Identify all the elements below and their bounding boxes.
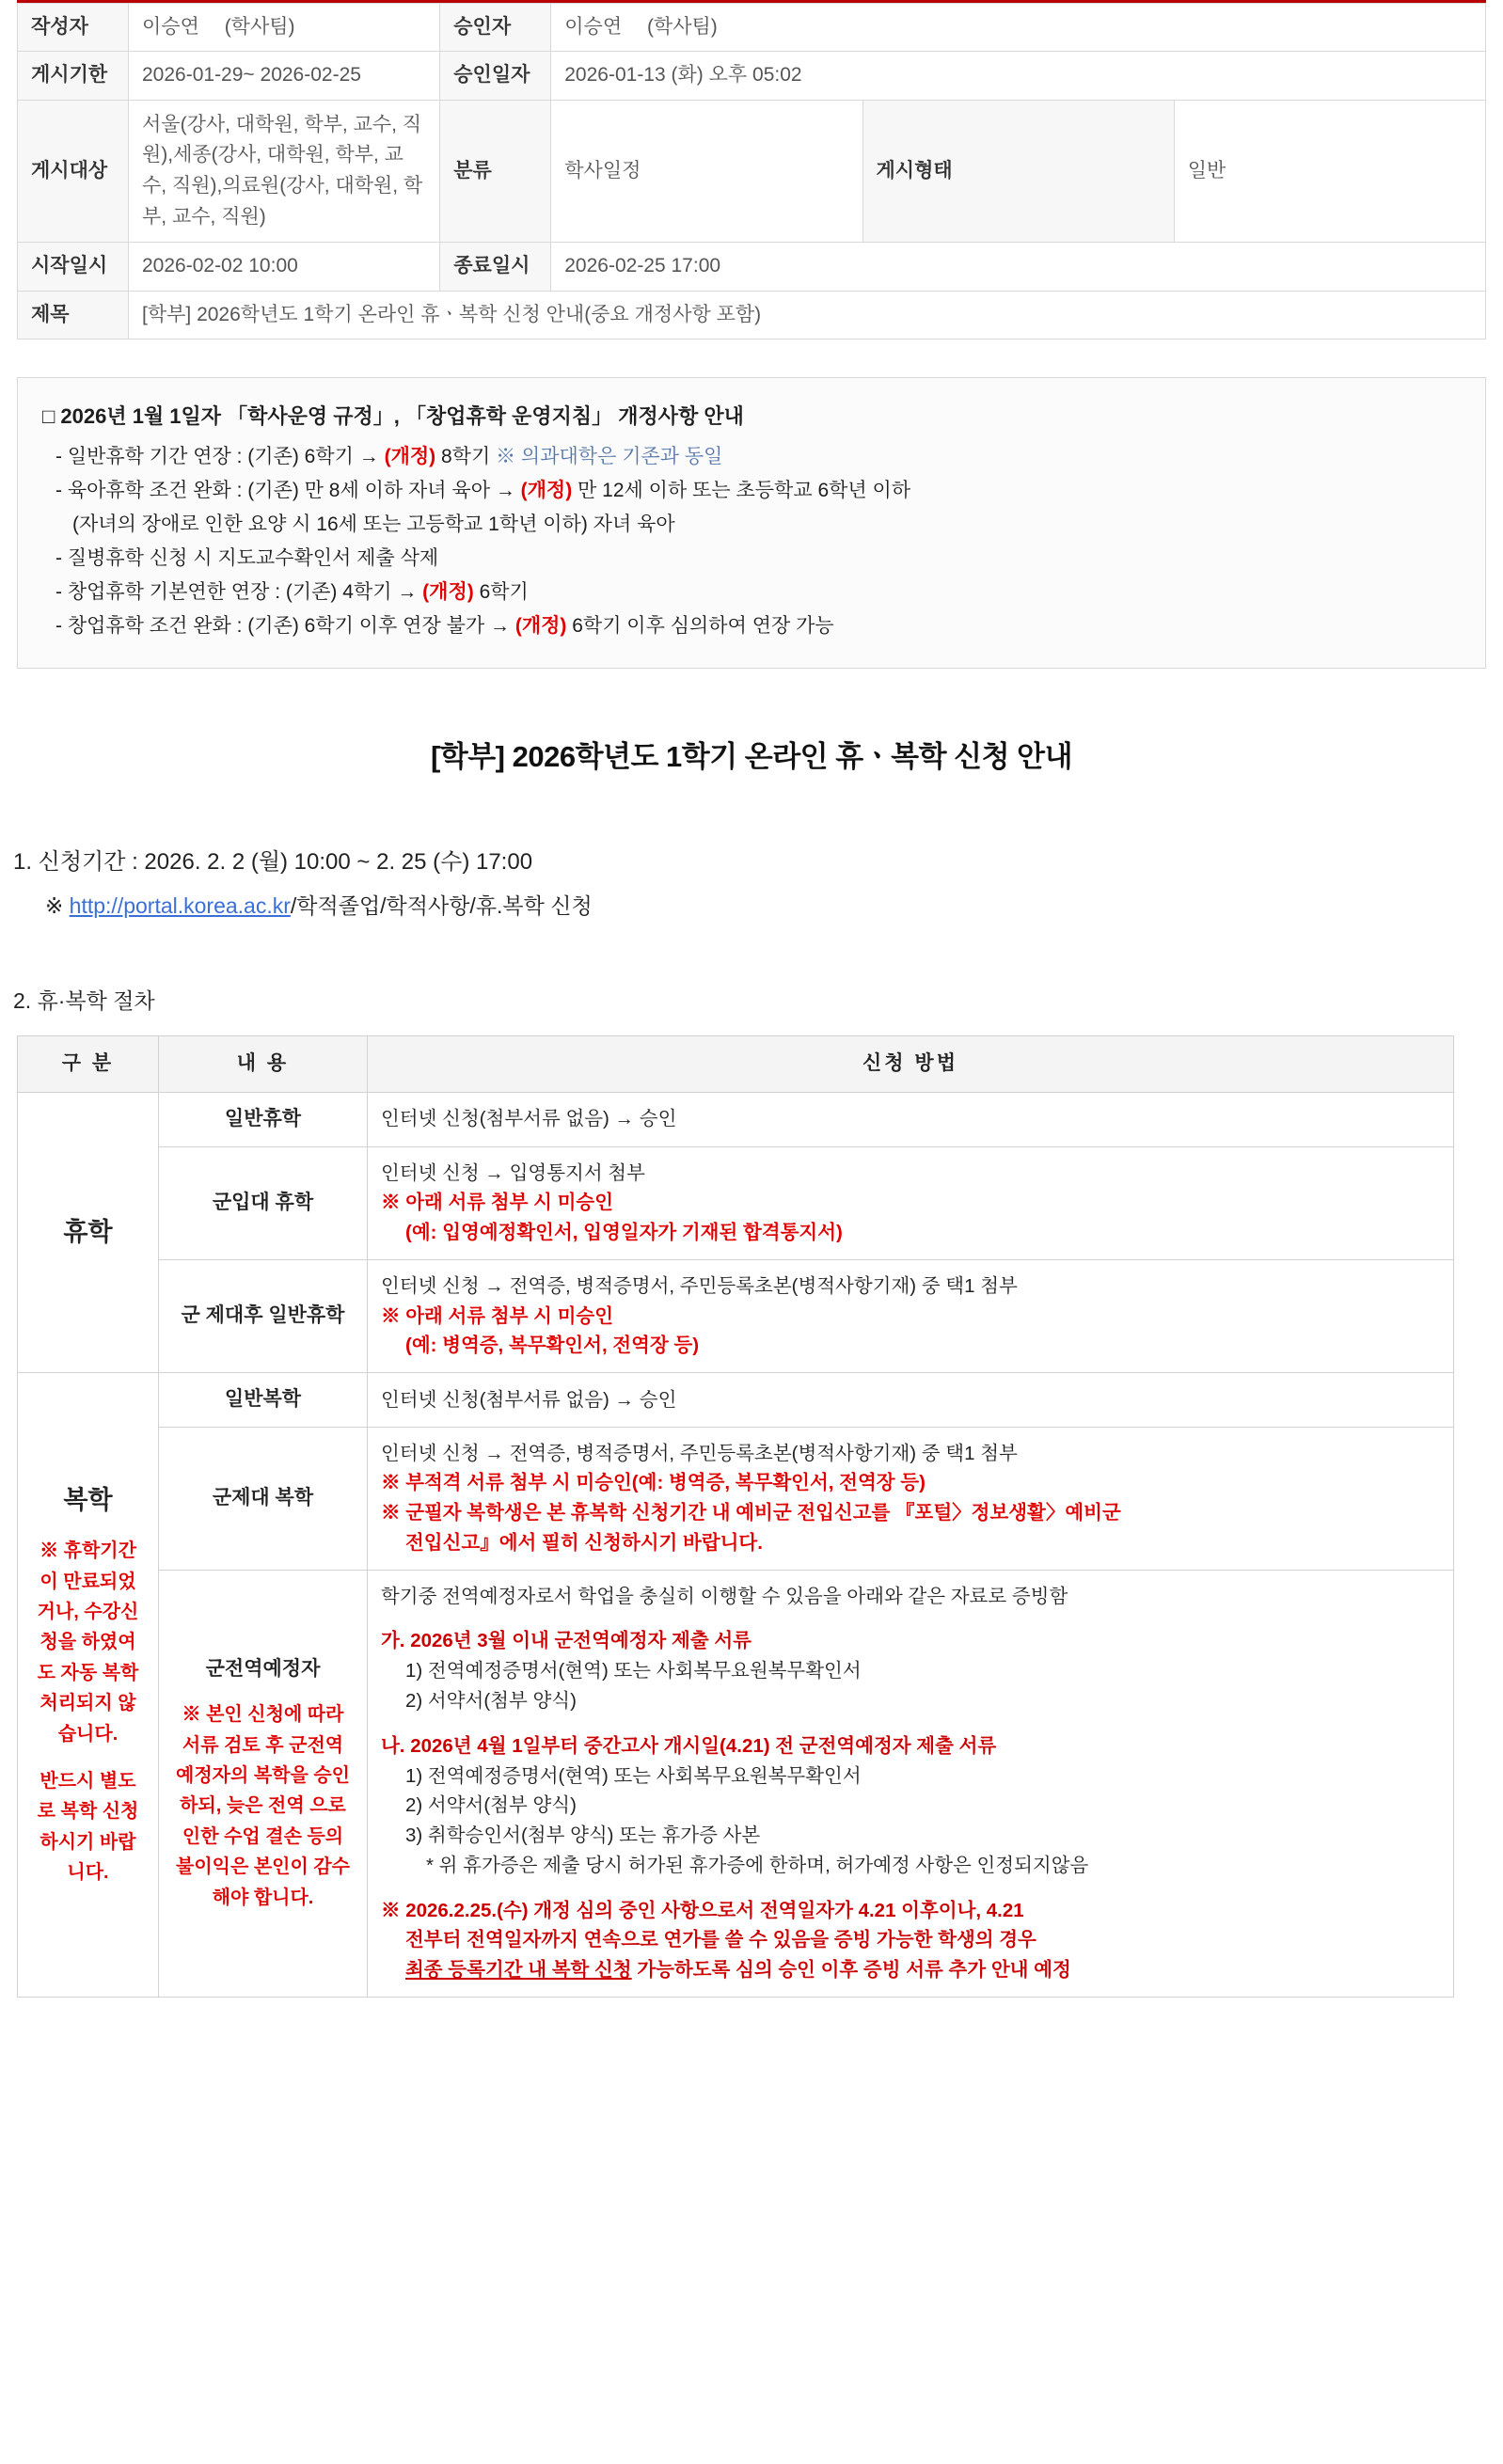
table-header-row: [18, 1036, 1454, 1093]
kind-general-leave: 일반휴학: [159, 1092, 368, 1146]
meta-label-end: 종료일시: [440, 243, 551, 291]
meta-label-approver: 승인자: [440, 4, 551, 52]
method-military-discharge-return: [368, 1427, 1454, 1570]
final-note-line-2: 전부터 전역일자까지 연속으로 연가를 쓸 수 있음을 증빙 가능한 학생의 경우: [405, 1929, 1036, 1951]
method-military-enlist-leave: [368, 1146, 1454, 1259]
notice-meta-table: [17, 3, 1486, 340]
table-row: [18, 1146, 1454, 1259]
procedure-table: [17, 1035, 1454, 1997]
section-na-item-3: 3) 취학승인서(첨부 양식) 또는 휴가증 사본: [405, 1824, 761, 1847]
final-note-line-1: ※ 2026.2.25.(수) 개정 심의 중인 사항으로서 전역일자가 4.21 이후이나, 4.21: [381, 1899, 1024, 1921]
meta-value-end: 2026-02-25 17:00: [551, 243, 1486, 291]
meta-label-target: 게시대상: [18, 100, 129, 242]
method-warn-line-1: ※ 부적격 서류 첨부 시 미승인(예: 병역증, 복무확인서, 전역장 등): [381, 1472, 926, 1494]
section-na-heading: 나. 2026년 4월 1일부터 중간고사 개시일(4.21) 전 군전역예정자 제출 서류: [381, 1734, 997, 1757]
col-header-method: 신청 방법: [368, 1036, 1454, 1093]
method-lead-line: 학기중 전역예정자로서 학업을 충실히 이행할 수 있음을 아래와 같은 자료로 증빙함: [381, 1585, 1068, 1607]
kind-label-expected-discharge: 군전역예정자: [205, 1657, 321, 1680]
method-line: 인터넷 신청 → 전역증, 병적증명서, 주민등록초본(병적사항기재) 중 택1 첨부: [381, 1442, 1018, 1464]
meta-label-start: 시작일시: [18, 243, 129, 291]
table-row: [18, 1427, 1454, 1570]
meta-value-approver: 이승연 (학사팀): [551, 4, 1486, 52]
table-row: [18, 1373, 1454, 1428]
notice-line-1-remark: ※ 의과대학은 기존과 동일: [496, 445, 723, 467]
notice-line-5-a: - 창업휴학 기본연한 연장 : (기존) 4학기 →: [55, 581, 423, 604]
notice-line-5-revised: (개정): [422, 581, 474, 604]
notice-line-5: [42, 576, 1461, 609]
method-warn-example: (예: 입영예정확인서, 입영일자가 기재된 합격통지서): [405, 1222, 843, 1244]
application-period-line: 1. 신청기간 : 2026. 2. 2 (월) 10:00 ~ 2. 25 (수) 17:00: [13, 849, 533, 876]
meta-label-author: 작성자: [18, 4, 129, 52]
meta-value-category: 학사일정: [551, 100, 862, 242]
col-header-division: 구 분: [18, 1036, 159, 1093]
final-note-line-3: [381, 1955, 1440, 1985]
table-row: [18, 52, 1486, 100]
expected-discharge-warning: ※ 본인 신청에 따라 서류 검토 후 군전역 예정자의 복학을 승인하되, 늦은 전역 으로 인한 수업 결손 등의 불이익은 본인이 감수해야 합니다.: [176, 1704, 350, 1908]
section-na-item-2: 2) 서약서(첨부 양식): [405, 1794, 577, 1817]
final-note-emphasis: 최종 등록기간 내 복학 신청: [405, 1959, 632, 1982]
section-na-item-1: 1) 전역예정증명서(현역) 또는 사회복무요원복무확인서: [405, 1764, 862, 1787]
notice-line-6-c: 6학기 이후 심의하여 연장 가능: [566, 615, 834, 638]
kind-military-discharge-return: 군제대 복학: [159, 1427, 368, 1570]
method-post-discharge-leave: [368, 1259, 1454, 1372]
notice-line-1: [42, 440, 1461, 474]
notice-line-2: [42, 474, 1461, 508]
portal-link-line: [45, 889, 1503, 920]
notice-line-6: [42, 609, 1461, 643]
method-warn-example: (예: 병역증, 복무확인서, 전역장 등): [405, 1335, 700, 1357]
table-row: [18, 1570, 1454, 1997]
meta-label-period: 게시기한: [18, 52, 129, 100]
notice-heading: □ 2026년 1월 1일자 「학사운영 규정」, 「창업휴학 운영지침」 개정사항 안내: [42, 403, 744, 428]
notice-line-1-a: - 일반휴학 기간 연장 : (기존) 6학기 →: [55, 445, 385, 467]
return-warning-line-1: ※ 휴학기간이 만료되었거나, 수강신청을 하였여도 자동 복학 처리되지 않습니다.: [37, 1540, 139, 1745]
return-warning-line-2: 반드시 별도로 복학 신청하시기 바랍니다.: [37, 1771, 139, 1884]
meta-label-approved-date: 승인일자: [440, 52, 551, 100]
regulation-change-notice: [17, 377, 1486, 669]
table-row: [18, 1259, 1454, 1372]
meta-label-title: 제목: [18, 291, 129, 339]
portal-link[interactable]: http://portal.korea.ac.kr: [69, 893, 291, 919]
kind-military-enlist-leave: 군입대 휴학: [159, 1146, 368, 1259]
reference-mark: ※: [45, 893, 70, 919]
method-general-leave: 인터넷 신청(첨부서류 없음) → 승인: [368, 1092, 1454, 1146]
table-row: [18, 4, 1486, 52]
notice-line-6-revised: (개정): [514, 615, 567, 638]
kind-expected-discharge: [159, 1570, 368, 1997]
group-cell-return: [18, 1373, 159, 1998]
notice-line-5-c: 6학기: [473, 581, 529, 604]
table-row: [18, 1092, 1454, 1146]
notice-line-3: (자녀의 장애로 인한 요양 시 16세 또는 고등학교 1학년 이하) 자녀 육아: [72, 513, 675, 535]
notice-line-6-a: - 창업휴학 조건 완화 : (기존) 6학기 이후 연장 불가 →: [55, 615, 515, 638]
meta-value-period: 2026-01-29~ 2026-02-25: [129, 52, 440, 100]
meta-label-category: 분류: [440, 100, 551, 242]
group-cell-leave: 휴학: [18, 1092, 159, 1372]
method-expected-discharge: [368, 1570, 1454, 1997]
final-note-rest: 가능하도록 심의 승인 이후 증빙 서류 추가 안내 예정: [631, 1959, 1071, 1982]
meta-value-target: 서울(강사, 대학원, 학부, 교수, 직원),세종(강사, 대학원, 학부, 교수, 직원),의료원(강사, 대학원, 학부, 교수, 직원): [129, 100, 440, 242]
page-title: [학부] 2026학년도 1학기 온라인 휴ㆍ복학 신청 안내: [430, 740, 1073, 774]
group-label-return: 복학: [63, 1486, 113, 1515]
meta-value-approved-date: 2026-01-13 (화) 오후 05:02: [551, 52, 1486, 100]
notice-line-2-c: 만 12세 이하 또는 초등학교 6학년 이하: [572, 479, 911, 501]
method-warn-line-3: 전입신고』에서 필히 신청하시기 바랍니다.: [405, 1531, 763, 1554]
section-application-period: [13, 843, 1503, 920]
section-ga-item-2: 2) 서약서(첨부 양식): [405, 1690, 577, 1713]
notice-line-2-a: - 육아휴학 조건 완화 : (기존) 만 8세 이하 자녀 육아 →: [55, 479, 521, 501]
method-warn-line: ※ 아래 서류 첨부 시 미승인: [381, 1192, 614, 1214]
method-general-return: 인터넷 신청(첨부서류 없음) → 승인: [368, 1373, 1454, 1428]
meta-value-title: [학부] 2026학년도 1학기 온라인 휴ㆍ복학 신청 안내(중요 개정사항 포함): [129, 291, 1486, 339]
notice-line-1-c: 8학기: [435, 445, 497, 467]
section-na-note: * 위 휴가증은 제출 당시 허가된 휴가증에 한하며, 허가예정 사항은 인정되지않음: [426, 1854, 1089, 1876]
table-row: [18, 291, 1486, 339]
col-header-content: 내 용: [159, 1036, 368, 1093]
section-ga-heading: 가. 2026년 3월 이내 군전역예정자 제출 서류: [381, 1630, 752, 1652]
method-warn-line-2: ※ 군필자 복학생은 본 휴복학 신청기간 내 예비군 전입신고를 『포털〉정보생활〉예비군: [381, 1502, 1121, 1524]
return-warning: [31, 1536, 145, 1887]
method-line: 인터넷 신청 → 입영통지서 첨부: [381, 1161, 645, 1184]
meta-value-author: 이승연 (학사팀): [129, 4, 440, 52]
kind-general-return: 일반복학: [159, 1373, 368, 1428]
method-warn-line: ※ 아래 서류 첨부 시 미승인: [381, 1304, 614, 1327]
portal-path: /학적졸업/학적사항/휴.복학 신청: [290, 893, 593, 919]
notice-line-1-revised: (개정): [384, 445, 436, 467]
method-line: 인터넷 신청 → 전역증, 병적증명서, 주민등록초본(병적사항기재) 중 택1 첨부: [381, 1274, 1018, 1297]
meta-value-start: 2026-02-02 10:00: [129, 243, 440, 291]
meta-value-posttype: 일반: [1174, 100, 1485, 242]
notice-line-2-revised: (개정): [520, 479, 573, 501]
meta-label-posttype: 게시형태: [862, 100, 1174, 242]
table-row: [18, 100, 1486, 242]
section-procedure-heading: 2. 휴·복학 절차: [13, 988, 155, 1014]
kind-post-discharge-leave: 군 제대후 일반휴학: [159, 1259, 368, 1372]
table-row: [18, 243, 1486, 291]
section-ga-item-1: 1) 전역예정증명서(현역) 또는 사회복무요원복무확인서: [405, 1660, 862, 1682]
notice-line-4: - 질병휴학 신청 시 지도교수확인서 제출 삭제: [55, 547, 439, 570]
